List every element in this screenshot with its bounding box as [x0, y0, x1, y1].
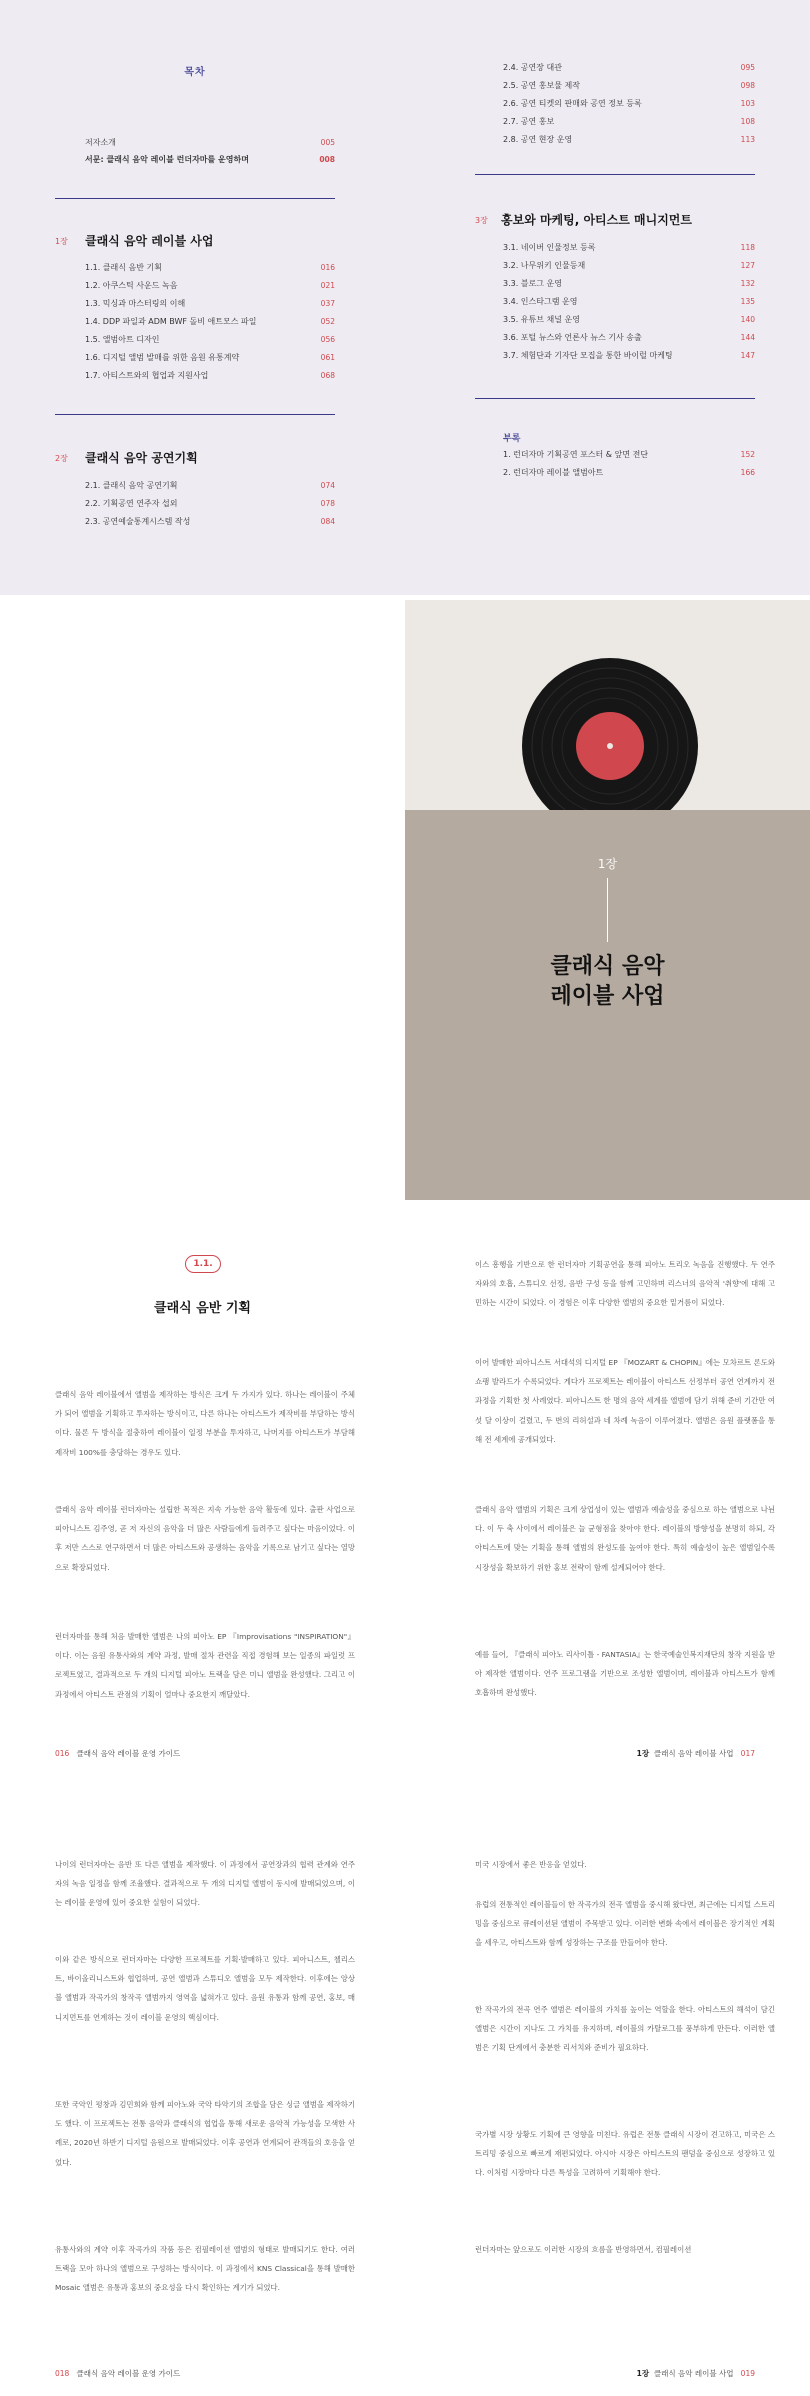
toc-item[interactable]: 2.1. 클래식 음악 공연기획 074 — [85, 481, 335, 490]
page-footer: 1장 클래식 음악 레이블 사업 017 — [636, 1749, 755, 1758]
body-paragraph: 이스 흥행을 기반으로 한 런더자마 기획공연을 통해 피아노 트리오 녹음을 진행했다. 두 연주자와의 호흡, 스튜디오 선정, 음반 구성 등을 함께 고민하며 리스너의 음악적 '취향'에 대해 고민하는 시간이 되었다. 이 경험은 이후 다양한 앨범의 중요한 밑거름이 되었다. — [475, 1260, 775, 1308]
page-footer: 016 클래식 음악 레이블 운영 가이드 — [55, 1749, 181, 1758]
toc-item[interactable]: 3.3. 블로그 운영 132 — [503, 279, 755, 288]
toc-item[interactable]: 1.1. 클래식 음반 기획 016 — [85, 263, 335, 272]
toc-item[interactable]: 3.2. 나무위키 인물등재 127 — [503, 261, 755, 270]
chapter-title[interactable]: 클래식 음악 레이블 사업 — [85, 234, 214, 248]
body-paragraph: 미국 시장에서 좋은 반응을 얻었다. — [475, 1860, 587, 1869]
toc-item[interactable]: 3.4. 인스타그램 운영 135 — [503, 297, 755, 306]
body-paragraph: 클래식 음악 레이블에서 앨범을 제작하는 방식은 크게 두 가지가 있다. 하나는 레이블이 주체가 되어 앨범을 기획하고 투자하는 방식이고, 다른 하나는 아티스트가 제작비를 부담하는 방식이다. 물론 두 방식을 절충하여 레이블이 일정 부분을 투자하고, 나머지를 아티스트가 부담해 제작비 100%를 충당하는 경우도 있다. — [55, 1390, 355, 1457]
body-paragraph: 런더자마를 통해 처음 발매한 앨범은 나의 피아노 EP 『Improvisations "INSPIRATION"』이다. 이는 음원 유통사와의 계약 과정, 발매 절차 관련을 직접 경험해 보는 일종의 파일럿 프로젝트였고, 결과적으로 두 개의 디지털 피아노 트랙을 담은 미니 앨범을 완성했다. 그리고 이 과정에서 아티스트 관점의 기획이 얼마나 중요한지 깨달았다. — [55, 1632, 355, 1699]
body-paragraph: 이어 발매한 피아니스트 서대석의 디지털 EP 『MOZART & CHOPIN』에는 모차르트 론도와 쇼팽 발라드가 수록되었다. 게다가 프로젝트는 레이블이 아티스트 선정부터 공연 연계까지 전 과정을 기획한 첫 사례였다. 피아니스트 한 명의 음악 세계를 앨범에 담기 위해 준비 기간만 여섯 달 이상이 걸렸고, 두 번의 리허설과 네 차례 녹음이 이루어졌다. 앨범은 음원 플랫폼을 통해 전 세계에 공개되었다. — [475, 1358, 775, 1444]
body-paragraph: 런더자마는 앞으로도 이러한 시장의 흐름을 반영하면서, 컴필레이션 — [475, 2245, 692, 2254]
table-of-contents — [0, 0, 810, 595]
toc-item[interactable]: 1.6. 디지털 앨범 발매를 위한 음원 유통계약 061 — [85, 353, 335, 362]
divider — [475, 398, 755, 399]
toc-front-item[interactable]: 저자소개 005 — [85, 138, 335, 147]
body-paragraph: 이와 같은 방식으로 런더자마는 다양한 프로젝트를 기획·발매하고 있다. 피아니스트, 첼리스트, 바이올리니스트와 협업하며, 공연 앨범과 스튜디오 앨범을 모두 제작한다. 이후에는 앙상블 앨범과 작곡가의 창작곡 앨범까지 영역을 넓혀가고 있다. 음원 유통과 함께 공연, 홍보, 매니지먼트를 연계하는 것이 레이블 운영의 핵심이다. — [55, 1955, 355, 2022]
divider — [607, 878, 608, 942]
toc-item[interactable]: 2.2. 기획공연 연주자 섭외 078 — [85, 499, 335, 508]
toc-item[interactable]: 2. 런더자마 레이블 앨범아트 166 — [503, 468, 755, 477]
body-paragraph: 국가별 시장 상황도 기획에 큰 영향을 미친다. 유럽은 전통 클래식 시장이 견고하고, 미국은 스트리밍 중심으로 빠르게 재편되었다. 아시아 시장은 아티스트의 팬덤을 중심으로 성장하고 있다. 이처럼 시장마다 다른 특성을 고려하여 기획해야 한다. — [475, 2130, 775, 2178]
chapter-number: 3장 — [475, 216, 488, 225]
body-paragraph: 클래식 음악 레이블 런더자마는 설립한 목적은 지속 가능한 음악 활동에 있다. 출판 사업으로 피아니스트 김주영, 곧 저 자신의 음악을 더 많은 사람들에게 들려주고 싶다는 마음이었다. 이후 저만 스스로 연구하면서 더 많은 아티스트와 공생하는 음악을 기록으로 남기고 싶다는 열망으로 확장되었다. — [55, 1505, 355, 1572]
divider — [55, 414, 335, 415]
chapter-title[interactable]: 클래식 음악 공연기획 — [85, 451, 198, 465]
body-paragraph: 한 작곡가의 전곡 연주 앨범은 레이블의 가치를 높이는 역할을 한다. 아티스트의 해석이 담긴 앨범은 시간이 지나도 그 가치를 유지하며, 레이블의 카탈로그를 풍부하게 만든다. 이러한 앨범은 기획 단계에서 충분한 리서치와 준비가 필요하다. — [475, 2005, 775, 2053]
toc-item[interactable]: 1.5. 앨범아트 디자인 056 — [85, 335, 335, 344]
blank-page — [0, 595, 405, 1195]
chapter-number: 1장 — [55, 237, 68, 246]
toc-item[interactable]: 2.5. 공연 홍보물 제작 098 — [503, 81, 755, 90]
body-paragraph: 예를 들어, 『클래식 피아노 리사이틀 - FANTASIA』는 한국예술인복지재단의 창작 지원을 받아 제작한 앨범이다. 연주 프로그램을 기반으로 조성한 앨범이며, 레이블과 아티스트가 함께 호흡하며 완성했다. — [475, 1650, 775, 1698]
body-paragraph: 클래식 음악 앨범의 기획은 크게 상업성이 있는 앨범과 예술성을 중심으로 하는 앨범으로 나뉜다. 이 두 축 사이에서 레이블은 늘 균형점을 찾아야 한다. 레이블의 방향성을 분명히 하되, 각 아티스트에 맞는 기획을 통해 앨범의 완성도를 높여야 한다. 특히 예술성이 높은 앨범일수록 시장성을 확보하기 위한 홍보 전략이 함께 설계되어야 한다. — [475, 1505, 775, 1572]
body-paragraph: 또한 국악인 평창과 김민희와 함께 피아노와 국악 타악기의 조합을 담은 싱글 앨범을 제작하기도 했다. 이 프로젝트는 전통 음악과 클래식의 협업을 통해 새로운 음악적 가능성을 모색한 사례로, 2020년 하반기 디지털 음원으로 발매되었다. 이후 공연과 연계되어 관객들의 호응을 얻었다. — [55, 2100, 355, 2167]
chapter-number: 1장 — [597, 857, 618, 871]
page-footer: 018 클래식 음악 레이블 운영 가이드 — [55, 2369, 181, 2378]
toc-item[interactable]: 2.7. 공연 홍보 108 — [503, 117, 755, 126]
toc-item[interactable]: 3.5. 유튜브 채널 운영 140 — [503, 315, 755, 324]
vinyl-record-icon — [520, 656, 700, 810]
section-badge: 1.1. — [185, 1255, 221, 1273]
toc-item[interactable]: 3.7. 체험단과 기자단 모집을 통한 바이럴 마케팅 147 — [503, 351, 755, 360]
toc-item[interactable]: 1.7. 아티스트와의 협업과 지원사업 068 — [85, 371, 335, 380]
chapter-opener-panel — [405, 810, 810, 1200]
toc-item[interactable]: 1.2. 아쿠스틱 사운드 녹음 021 — [85, 281, 335, 290]
appendix-title: 부록 — [503, 434, 521, 444]
body-paragraph: 유통사와의 계약 이후 작곡가의 작품 등은 컴필레이션 앨범의 형태로 발매되기도 한다. 여러 트랙을 모아 하나의 앨범으로 구성하는 방식이다. 이 과정에서 KNS Classical을 통해 발매한 Mosaic 앨범은 유통과 홍보의 중요성을 다시 확인하는 계기가 되었다. — [55, 2245, 355, 2293]
toc-item[interactable]: 2.6. 공연 티켓의 판매와 공연 정보 등록 103 — [503, 99, 755, 108]
chapter-title: 클래식 음악 레이블 사업 — [550, 954, 665, 1009]
chapter-opener-image — [405, 600, 810, 810]
toc-title: 목차 — [184, 67, 206, 78]
toc-item[interactable]: 1.4. DDP 파일과 ADM BWF 돌비 애트모스 파일 052 — [85, 317, 335, 326]
chapter-title[interactable]: 홍보와 마케팅, 아티스트 매니지먼트 — [501, 213, 692, 227]
divider — [55, 198, 335, 199]
toc-item[interactable]: 1.3. 믹싱과 마스터링의 이해 037 — [85, 299, 335, 308]
toc-item[interactable]: 2.3. 공연예술통계시스템 작성 084 — [85, 517, 335, 526]
toc-front-item[interactable]: 서문: 클래식 음악 레이블 런더자마를 운영하며 008 — [85, 155, 335, 164]
page-footer: 1장 클래식 음악 레이블 사업 019 — [636, 2369, 755, 2378]
body-paragraph: 나이의 런더자마는 음반 또 다른 앨범을 제작했다. 이 과정에서 공연장과의 협력 관계와 연주자의 녹음 일정을 함께 조율했다. 결과적으로 두 개의 디지털 앨범이 동시에 발매되었으며, 이는 레이블 운영에 있어 중요한 실험이 되었다. — [55, 1860, 355, 1908]
body-paragraph: 유럽의 전통적인 레이블들이 한 작곡가의 전곡 앨범을 중시해 왔다면, 최근에는 디지털 스트리밍을 중심으로 큐레이션된 앨범이 주목받고 있다. 이러한 변화 속에서 레이블은 장기적인 계획을 세우고, 아티스트와 함께 성장하는 구조를 만들어야 한다. — [475, 1900, 775, 1948]
toc-item[interactable]: 1. 런더자마 기획공연 포스터 & 앞면 전단 152 — [503, 450, 755, 459]
toc-item[interactable]: 2.4. 공연장 대관 095 — [503, 63, 755, 72]
toc-item[interactable]: 3.6. 포털 뉴스와 언론사 뉴스 기사 송출 144 — [503, 333, 755, 342]
toc-item[interactable]: 3.1. 네이버 인물정보 등록 118 — [503, 243, 755, 252]
toc-item[interactable]: 2.8. 공연 현장 운영 113 — [503, 135, 755, 144]
section-title: 클래식 음반 기획 — [154, 1301, 251, 1316]
divider — [475, 174, 755, 175]
chapter-number: 2장 — [55, 454, 68, 463]
